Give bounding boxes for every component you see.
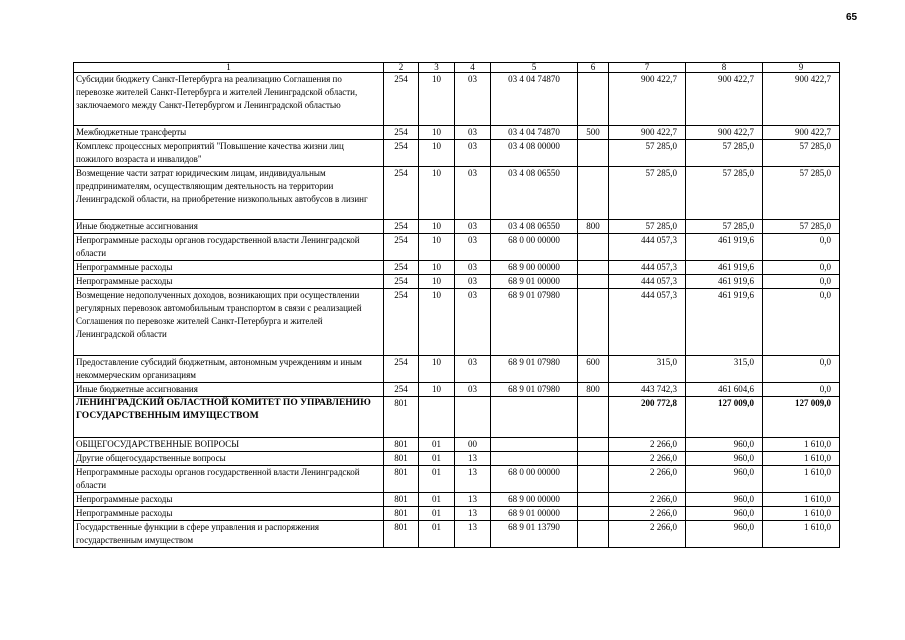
row-target-code: 68 9 01 07980 [491, 356, 578, 383]
row-amount-y1: 444 057,3 [609, 261, 686, 275]
row-name: Другие общегосударственные вопросы [74, 452, 384, 466]
row-subsection: 03 [455, 261, 491, 275]
row-target-code: 68 9 00 00000 [491, 261, 578, 275]
column-number-row [74, 63, 840, 73]
row-name: Государственные функции в сфере управления и распоряжения государственным имуществом [74, 521, 384, 548]
row-amount-y2: 461 919,6 [686, 234, 763, 261]
column-number: 3 [419, 63, 455, 73]
table-row [74, 261, 840, 275]
row-amount-y2: 57 285,0 [686, 140, 763, 167]
row-expense-type [578, 507, 609, 521]
row-amount-y3: 0,0 [763, 383, 840, 397]
row-amount-y3: 1 610,0 [763, 438, 840, 452]
row-admin-code: 254 [384, 289, 419, 356]
row-amount-y1: 2 266,0 [609, 466, 686, 493]
row-section: 10 [419, 73, 455, 126]
row-amount-y1: 57 285,0 [609, 220, 686, 234]
table-body [74, 73, 840, 548]
table-row [74, 383, 840, 397]
row-amount-y3: 900 422,7 [763, 73, 840, 126]
row-target-code: 68 9 01 00000 [491, 507, 578, 521]
row-amount-y2: 461 919,6 [686, 275, 763, 289]
row-amount-y2: 960,0 [686, 466, 763, 493]
row-amount-y3: 57 285,0 [763, 140, 840, 167]
row-amount-y3: 0,0 [763, 275, 840, 289]
row-admin-code: 801 [384, 438, 419, 452]
row-subsection: 03 [455, 167, 491, 220]
row-target-code: 03 4 04 74870 [491, 126, 578, 140]
row-subsection: 03 [455, 73, 491, 126]
row-subsection: 13 [455, 493, 491, 507]
row-amount-y1: 2 266,0 [609, 452, 686, 466]
row-subsection: 03 [455, 220, 491, 234]
row-amount-y3: 0,0 [763, 261, 840, 275]
row-amount-y1: 2 266,0 [609, 438, 686, 452]
row-target-code [491, 452, 578, 466]
row-subsection: 13 [455, 507, 491, 521]
row-amount-y2: 315,0 [686, 356, 763, 383]
row-section: 01 [419, 452, 455, 466]
table-row [74, 493, 840, 507]
row-target-code: 03 4 08 06550 [491, 167, 578, 220]
table-row [74, 234, 840, 261]
table-row [74, 167, 840, 220]
row-admin-code: 801 [384, 507, 419, 521]
table-row [74, 521, 840, 548]
table-row [74, 356, 840, 383]
row-name: Комплекс процессных мероприятий "Повышение качества жизни лиц пожилого возраста и инвалидов" [74, 140, 384, 167]
table-row [74, 466, 840, 493]
row-section: 01 [419, 466, 455, 493]
column-number: 5 [491, 63, 578, 73]
row-amount-y2: 960,0 [686, 438, 763, 452]
row-amount-y2: 900 422,7 [686, 73, 763, 126]
row-amount-y3: 900 422,7 [763, 126, 840, 140]
row-subsection: 03 [455, 275, 491, 289]
row-amount-y3: 0,0 [763, 289, 840, 356]
row-amount-y1: 444 057,3 [609, 275, 686, 289]
row-subsection: 13 [455, 466, 491, 493]
row-amount-y1: 200 772,8 [609, 397, 686, 438]
row-admin-code: 254 [384, 167, 419, 220]
row-name: Иные бюджетные ассигнования [74, 383, 384, 397]
column-number: 2 [384, 63, 419, 73]
row-amount-y2: 960,0 [686, 507, 763, 521]
row-subsection: 03 [455, 356, 491, 383]
row-name: Непрограммные расходы [74, 507, 384, 521]
row-section: 10 [419, 356, 455, 383]
row-amount-y2: 461 604,6 [686, 383, 763, 397]
row-name: Возмещение недополученных доходов, возникающих при осуществлении регулярных перевозок автомобильным транспортом в связи с реализацией Соглашения по перевозке жителей Санкт-Петербурга и жителей Ленинградской области [74, 289, 384, 356]
row-admin-code: 801 [384, 397, 419, 438]
page-number: 65 [846, 12, 858, 23]
row-target-code: 68 9 01 07980 [491, 289, 578, 356]
row-section: 10 [419, 234, 455, 261]
table-row [74, 507, 840, 521]
row-admin-code: 254 [384, 140, 419, 167]
row-section: 10 [419, 167, 455, 220]
row-admin-code: 254 [384, 383, 419, 397]
row-name: Непрограммные расходы органов государственной власти Ленинградской области [74, 234, 384, 261]
row-admin-code: 254 [384, 220, 419, 234]
row-amount-y2: 960,0 [686, 493, 763, 507]
row-amount-y1: 900 422,7 [609, 126, 686, 140]
row-expense-type [578, 466, 609, 493]
row-admin-code: 254 [384, 275, 419, 289]
row-target-code: 68 9 00 00000 [491, 493, 578, 507]
row-target-code: 68 0 00 00000 [491, 234, 578, 261]
row-expense-type [578, 73, 609, 126]
row-amount-y1: 2 266,0 [609, 493, 686, 507]
row-section: 01 [419, 493, 455, 507]
row-amount-y1: 57 285,0 [609, 140, 686, 167]
row-subsection: 13 [455, 452, 491, 466]
row-subsection: 03 [455, 383, 491, 397]
row-amount-y3: 1 610,0 [763, 521, 840, 548]
row-target-code: 68 9 01 00000 [491, 275, 578, 289]
row-admin-code: 801 [384, 493, 419, 507]
row-expense-type [578, 289, 609, 356]
row-expense-type [578, 167, 609, 220]
row-name: Непрограммные расходы органов государственной власти Ленинградской области [74, 466, 384, 493]
row-name: ЛЕНИНГРАДСКИЙ ОБЛАСТНОЙ КОМИТЕТ ПО УПРАВЛЕНИЮ ГОСУДАРСТВЕННЫМ ИМУЩЕСТВОМ [74, 397, 384, 438]
row-expense-type [578, 452, 609, 466]
row-subsection [455, 397, 491, 438]
row-section: 10 [419, 383, 455, 397]
row-expense-type: 800 [578, 220, 609, 234]
row-admin-code: 801 [384, 466, 419, 493]
row-name: Непрограммные расходы [74, 261, 384, 275]
row-target-code: 03 4 08 00000 [491, 140, 578, 167]
row-section: 10 [419, 140, 455, 167]
table-row [74, 73, 840, 126]
row-amount-y1: 444 057,3 [609, 234, 686, 261]
row-admin-code: 254 [384, 261, 419, 275]
row-expense-type: 500 [578, 126, 609, 140]
row-name: Предоставление субсидий бюджетным, автономным учреждениям и иным некоммерческим организациям [74, 356, 384, 383]
row-name: Возмещение части затрат юридическим лицам, индивидуальным предпринимателям, осуществляющим деятельность на территории Ленинградской области, на приобретение низкопольных автобусов в лизинг [74, 167, 384, 220]
row-amount-y3: 1 610,0 [763, 466, 840, 493]
row-expense-type: 600 [578, 356, 609, 383]
row-subsection: 03 [455, 289, 491, 356]
row-target-code: 03 4 04 74870 [491, 73, 578, 126]
table-row [74, 289, 840, 356]
table-row [74, 126, 840, 140]
row-section: 01 [419, 507, 455, 521]
row-amount-y1: 2 266,0 [609, 507, 686, 521]
row-amount-y3: 57 285,0 [763, 167, 840, 220]
row-amount-y2: 900 422,7 [686, 126, 763, 140]
table-row [74, 220, 840, 234]
row-amount-y2: 461 919,6 [686, 261, 763, 275]
row-section: 10 [419, 261, 455, 275]
row-admin-code: 254 [384, 126, 419, 140]
row-amount-y2: 57 285,0 [686, 220, 763, 234]
row-admin-code: 254 [384, 234, 419, 261]
row-admin-code: 254 [384, 356, 419, 383]
row-expense-type [578, 397, 609, 438]
column-number: 1 [74, 63, 384, 73]
row-target-code: 68 0 00 00000 [491, 466, 578, 493]
row-amount-y3: 1 610,0 [763, 507, 840, 521]
column-number: 6 [578, 63, 609, 73]
row-amount-y1: 444 057,3 [609, 289, 686, 356]
column-number: 9 [763, 63, 840, 73]
row-target-code [491, 397, 578, 438]
table-row [74, 275, 840, 289]
row-section: 10 [419, 220, 455, 234]
row-name: Иные бюджетные ассигнования [74, 220, 384, 234]
column-number: 7 [609, 63, 686, 73]
row-target-code: 68 9 01 07980 [491, 383, 578, 397]
row-section: 10 [419, 126, 455, 140]
row-subsection: 13 [455, 521, 491, 548]
row-expense-type [578, 438, 609, 452]
row-amount-y3: 0,0 [763, 356, 840, 383]
row-amount-y2: 57 285,0 [686, 167, 763, 220]
row-subsection: 03 [455, 140, 491, 167]
table-row [74, 140, 840, 167]
row-expense-type: 800 [578, 383, 609, 397]
row-name: ОБЩЕГОСУДАРСТВЕННЫЕ ВОПРОСЫ [74, 438, 384, 452]
row-name: Межбюджетные трансферты [74, 126, 384, 140]
column-number: 8 [686, 63, 763, 73]
row-subsection: 00 [455, 438, 491, 452]
budget-table [73, 62, 840, 548]
row-admin-code: 801 [384, 521, 419, 548]
row-amount-y2: 461 919,6 [686, 289, 763, 356]
row-section [419, 397, 455, 438]
row-expense-type [578, 493, 609, 507]
row-amount-y1: 900 422,7 [609, 73, 686, 126]
row-amount-y3: 127 009,0 [763, 397, 840, 438]
row-amount-y1: 443 742,3 [609, 383, 686, 397]
row-target-code: 68 9 01 13790 [491, 521, 578, 548]
row-amount-y3: 57 285,0 [763, 220, 840, 234]
row-expense-type [578, 234, 609, 261]
row-name: Непрограммные расходы [74, 275, 384, 289]
row-expense-type [578, 140, 609, 167]
row-admin-code: 254 [384, 73, 419, 126]
row-expense-type [578, 275, 609, 289]
column-number: 4 [455, 63, 491, 73]
table-row [74, 397, 840, 438]
row-admin-code: 801 [384, 452, 419, 466]
row-amount-y1: 57 285,0 [609, 167, 686, 220]
row-amount-y1: 315,0 [609, 356, 686, 383]
row-section: 01 [419, 438, 455, 452]
row-expense-type [578, 261, 609, 275]
row-subsection: 03 [455, 234, 491, 261]
row-expense-type [578, 521, 609, 548]
row-amount-y2: 960,0 [686, 452, 763, 466]
row-amount-y2: 960,0 [686, 521, 763, 548]
row-section: 10 [419, 289, 455, 356]
row-amount-y3: 1 610,0 [763, 452, 840, 466]
row-amount-y3: 0,0 [763, 234, 840, 261]
row-amount-y3: 1 610,0 [763, 493, 840, 507]
row-section: 01 [419, 521, 455, 548]
row-name: Непрограммные расходы [74, 493, 384, 507]
row-amount-y1: 2 266,0 [609, 521, 686, 548]
row-target-code [491, 438, 578, 452]
table-row [74, 452, 840, 466]
row-section: 10 [419, 275, 455, 289]
table-row [74, 438, 840, 452]
row-name: Субсидии бюджету Санкт-Петербурга на реализацию Соглашения по перевозке жителей Санкт-Петербурга и жителей Ленинградской области, заключаемого между Санкт-Петербургом и Ленинградской областью [74, 73, 384, 126]
row-target-code: 03 4 08 06550 [491, 220, 578, 234]
row-amount-y2: 127 009,0 [686, 397, 763, 438]
row-subsection: 03 [455, 126, 491, 140]
